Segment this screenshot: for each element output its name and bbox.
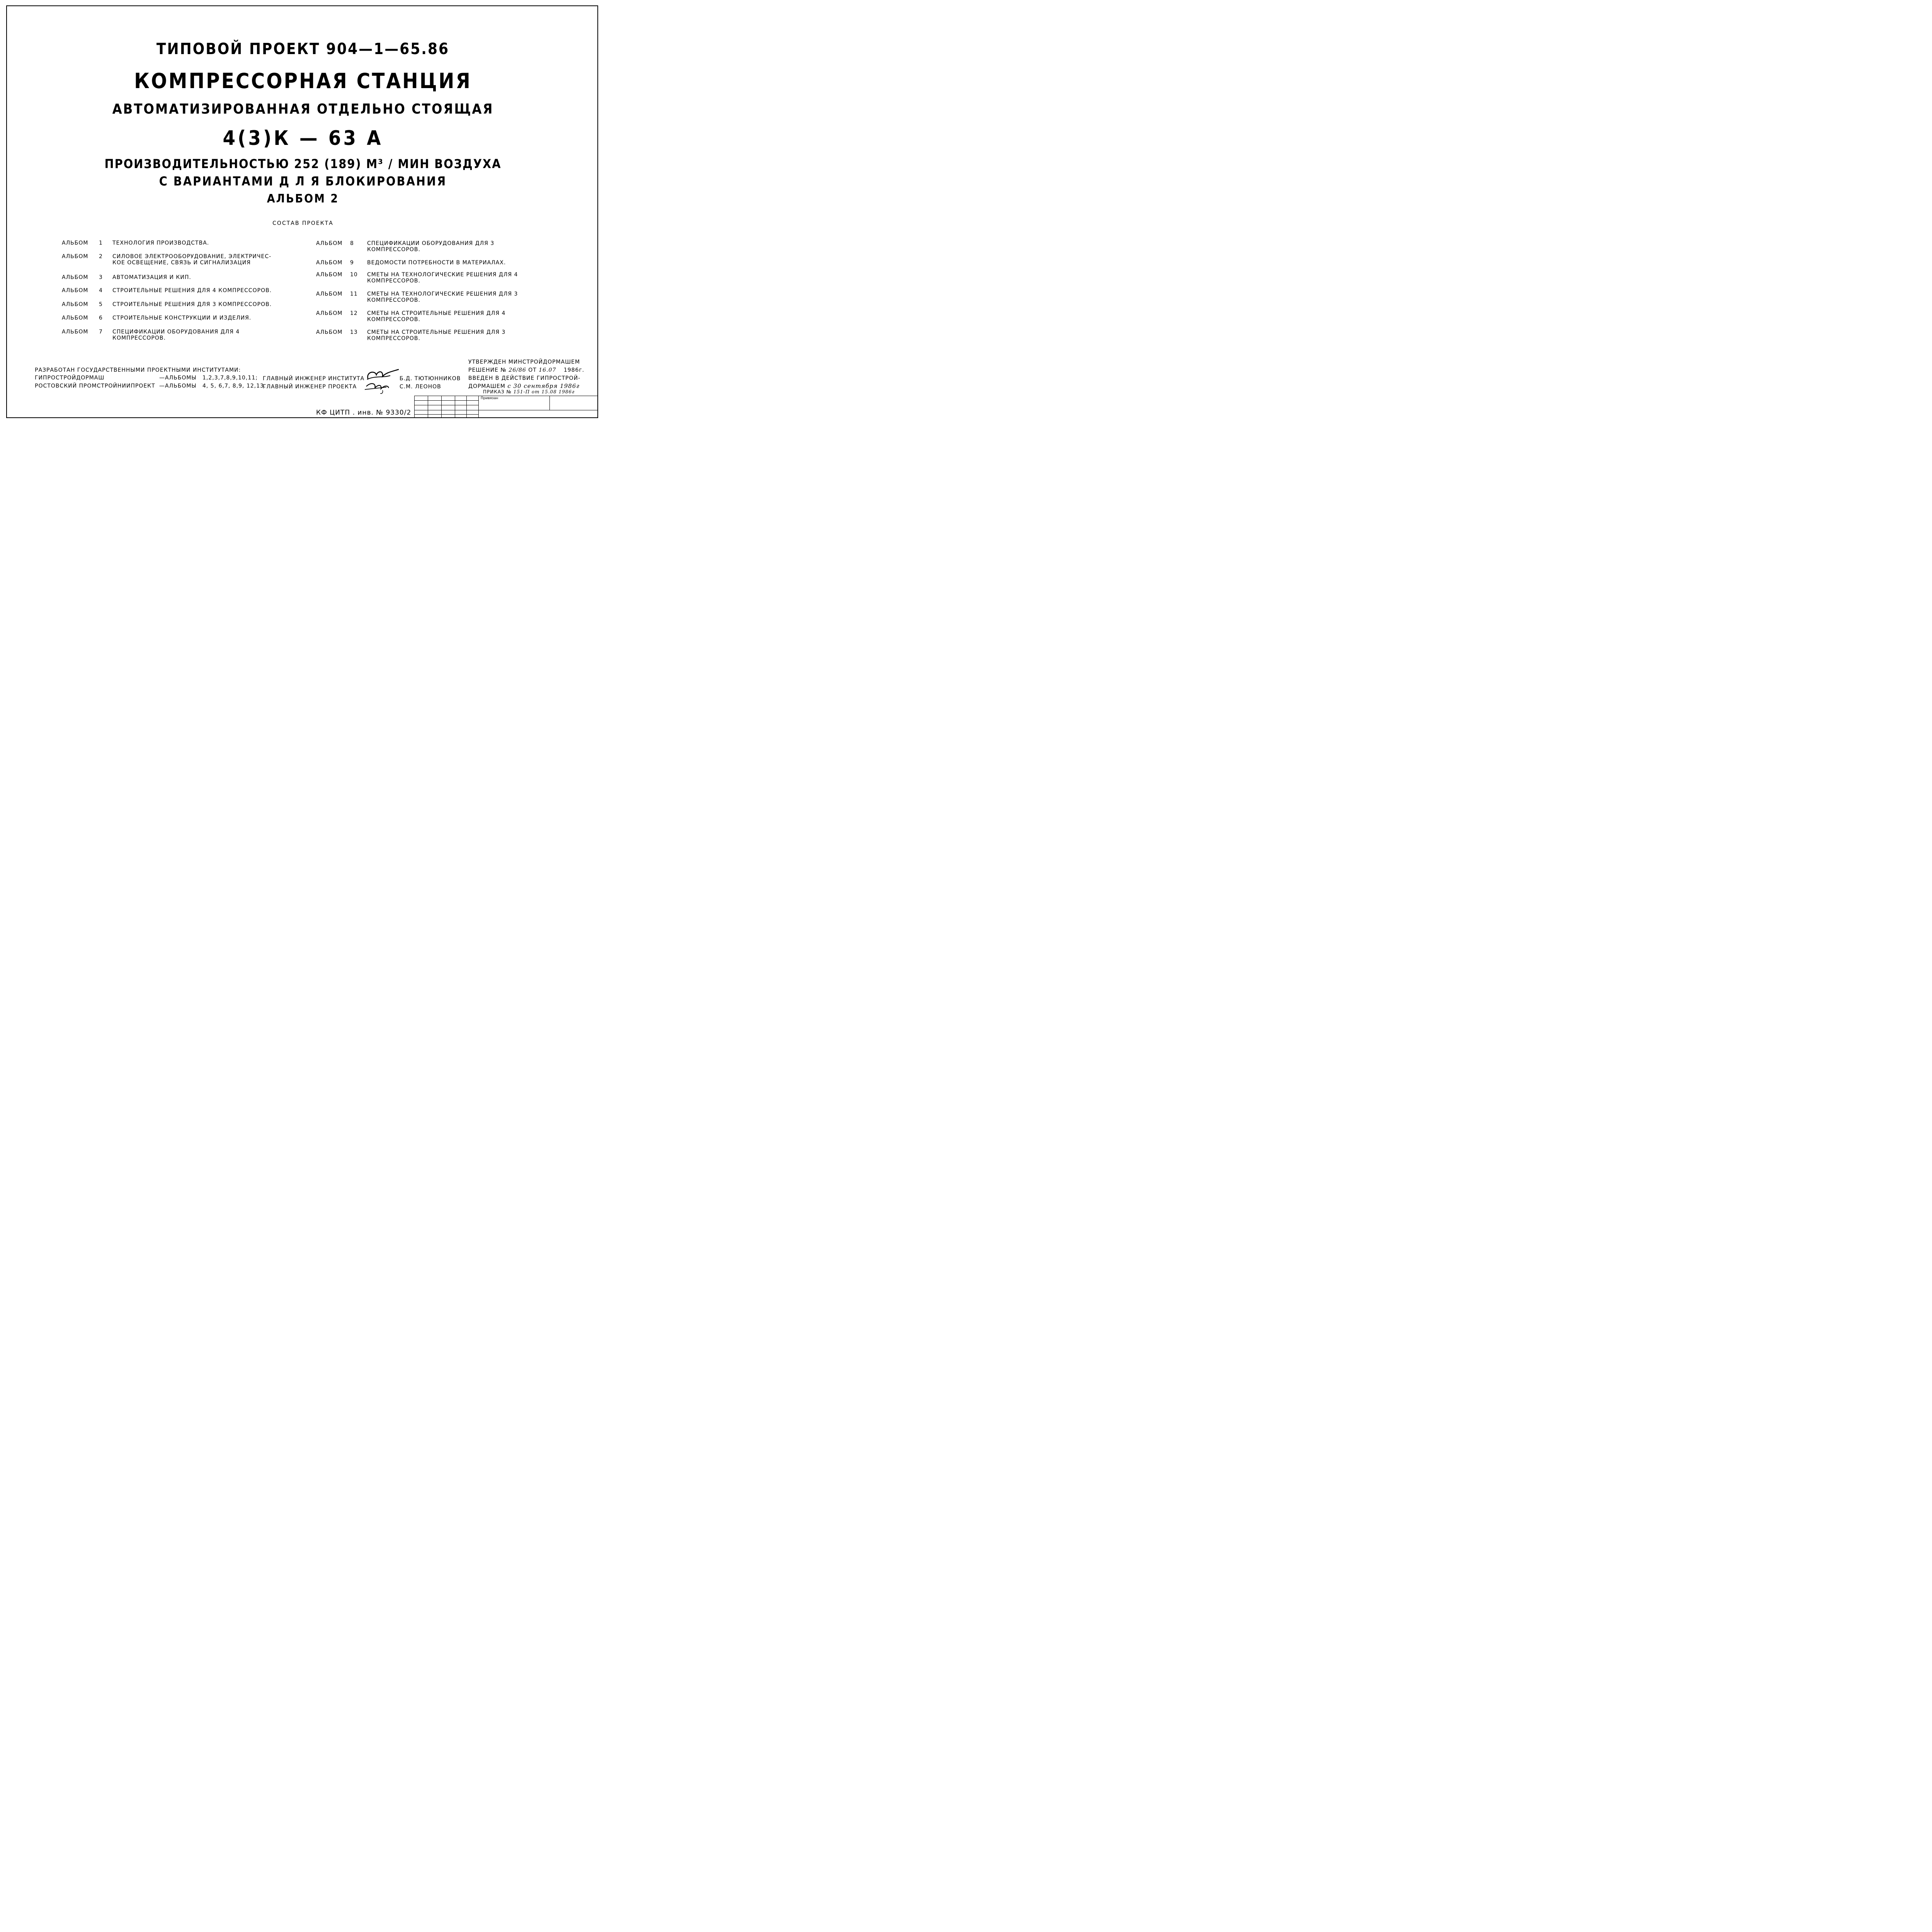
- album-number: 6: [99, 315, 103, 321]
- order-label: ПРИКАЗ №: [483, 389, 512, 395]
- approval-line-2: [468, 367, 584, 374]
- album-title: АЛЬБОМ 2: [267, 192, 339, 206]
- enacted-date: с 30 сентября 1986г: [507, 383, 580, 389]
- binding-label: Привязан: [481, 396, 498, 400]
- album-label: АЛЬБОМ: [316, 310, 343, 316]
- binding-stamp-table: [414, 396, 598, 418]
- album-number: 11: [350, 291, 358, 297]
- album-label: АЛЬБОМ: [62, 301, 88, 308]
- album-description: АВТОМАТИЗАЦИЯ И КИП.: [112, 274, 191, 281]
- drawing-frame: [6, 5, 598, 418]
- institute-1-albums-label: —АЛЬБОМЫ: [159, 375, 197, 381]
- station-title: КОМПРЕССОРНАЯ СТАНЦИЯ: [134, 69, 472, 93]
- album-description: СПЕЦИФИКАЦИИ ОБОРУДОВАНИЯ ДЛЯ 4 КОМПРЕССОРОВ.: [112, 329, 240, 341]
- institute-1-name: ГИПРОСТРОЙДОРМАШ: [35, 375, 105, 381]
- album-number: 4: [99, 287, 103, 294]
- album-number: 8: [350, 240, 354, 247]
- album-number: 1: [99, 240, 103, 246]
- variants-line: С ВАРИАНТАМИ Д Л Я БЛОКИРОВАНИЯ: [159, 174, 447, 189]
- chief-engineer-project-name: С.М. ЛЕОНОВ: [400, 384, 441, 390]
- album-description: СМЕТЫ НА ТЕХНОЛОГИЧЕСКИЕ РЕШЕНИЯ ДЛЯ 4 КОМПРЕССОРОВ.: [367, 272, 518, 284]
- institute-1-albums: 1,2,3,7,8,9,10,11;: [202, 375, 258, 381]
- developers-heading: РАЗРАБОТАН ГОСУДАРСТВЕННЫМИ ПРОЕКТНЫМИ ИНСТИТУТАМИ:: [35, 367, 241, 373]
- album-label: АЛЬБОМ: [62, 253, 88, 260]
- album-description: ВЕДОМОСТИ ПОТРЕБНОСТИ В МАТЕРИАЛАХ.: [367, 260, 506, 266]
- chief-engineer-project-role: ГЛАВНЫЙ ИНЖЕНЕР ПРОЕКТА: [263, 384, 357, 390]
- decision-number: 26/86: [509, 367, 526, 373]
- decision-label: РЕШЕНИЕ №: [468, 367, 507, 373]
- album-label: АЛЬБОМ: [316, 329, 343, 335]
- album-number: 9: [350, 260, 354, 266]
- album-number: 5: [99, 301, 103, 308]
- album-description: СПЕЦИФИКАЦИИ ОБОРУДОВАНИЯ ДЛЯ 3 КОМПРЕССОРОВ.: [367, 240, 495, 253]
- album-number: 10: [350, 272, 358, 278]
- album-label: АЛЬБОМ: [62, 240, 88, 246]
- approval-line-1: УТВЕРЖДЕН МИНСТРОЙДОРМАШЕМ: [468, 359, 580, 365]
- album-description: ТЕХНОЛОГИЯ ПРОИЗВОДСТВА.: [112, 240, 209, 246]
- album-label: АЛЬБОМ: [316, 240, 343, 247]
- decision-date: 16.07: [539, 367, 556, 373]
- approval-line-5: [483, 389, 575, 395]
- composition-heading: СОСТАВ ПРОЕКТА: [272, 220, 333, 226]
- album-number: 3: [99, 274, 103, 281]
- order-value: 151-П от 15.08 1986г: [513, 389, 575, 395]
- decision-year: 1986г.: [563, 367, 585, 373]
- inventory-number: КФ ЦИТП . инв. № 9330/2: [316, 409, 412, 417]
- institute-2-albums: 4, 5, 6,7, 8,9, 12,13.: [202, 383, 266, 389]
- approval-line-3: ВВЕДЕН В ДЕЙСТВИЕ ГИПРОСТРОЙ-: [468, 375, 581, 381]
- album-description: СИЛОВОЕ ЭЛЕКТРООБОРУДОВАНИЕ, ЭЛЕКТРИЧЕС- КОЕ ОСВЕЩЕНИЕ, СВЯЗЬ И СИГНАЛИЗАЦИЯ: [112, 253, 272, 266]
- album-label: АЛЬБОМ: [316, 272, 343, 278]
- album-label: АЛЬБОМ: [62, 287, 88, 294]
- album-number: 7: [99, 329, 103, 335]
- album-label: АЛЬБОМ: [62, 315, 88, 321]
- album-description: СТРОИТЕЛЬНЫЕ КОНСТРУКЦИИ И ИЗДЕЛИЯ.: [112, 315, 252, 321]
- album-label: АЛЬБОМ: [316, 260, 343, 266]
- enacted-label: ДОРМАШЕМ: [468, 383, 505, 389]
- album-description: СМЕТЫ НА ТЕХНОЛОГИЧЕСКИЕ РЕШЕНИЯ ДЛЯ 3 КОМПРЕССОРОВ.: [367, 291, 518, 303]
- signatures-image: [363, 368, 400, 395]
- chief-engineer-institute-name: Б.Д. ТЮТЮННИКОВ: [400, 376, 461, 382]
- album-number: 13: [350, 329, 358, 335]
- decision-from: ОТ: [528, 367, 537, 373]
- album-label: АЛЬБОМ: [62, 274, 88, 281]
- album-label: АЛЬБОМ: [316, 291, 343, 297]
- project-number-title: ТИПОВОЙ ПРОЕКТ 904—1—65.86: [156, 40, 450, 58]
- album-number: 12: [350, 310, 358, 316]
- album-label: АЛЬБОМ: [62, 329, 88, 335]
- album-description: СМЕТЫ НА СТРОИТЕЛЬНЫЕ РЕШЕНИЯ ДЛЯ 4 КОМПРЕССОРОВ.: [367, 310, 506, 323]
- album-number: 2: [99, 253, 103, 260]
- institute-2-albums-label: —АЛЬБОМЫ: [159, 383, 197, 389]
- album-description: СТРОИТЕЛЬНЫЕ РЕШЕНИЯ ДЛЯ 4 КОМПРЕССОРОВ.: [112, 287, 272, 294]
- station-model: 4(3)К — 63 А: [223, 127, 383, 150]
- album-description: СМЕТЫ НА СТРОИТЕЛЬНЫЕ РЕШЕНИЯ ДЛЯ 3 КОМПРЕССОРОВ.: [367, 329, 506, 342]
- institute-2-name: РОСТОВСКИЙ ПРОМСТРОЙНИИПРОЕКТ: [35, 383, 155, 389]
- capacity-line: ПРОИЗВОДИТЕЛЬНОСТЬЮ 252 (189) М³ / МИН ВОЗДУХА: [104, 156, 502, 171]
- station-subtitle: АВТОМАТИЗИРОВАННАЯ ОТДЕЛЬНО СТОЯЩАЯ: [112, 101, 494, 117]
- chief-engineer-institute-role: ГЛАВНЫЙ ИНЖЕНЕР ИНСТИТУТА: [263, 376, 365, 382]
- album-description: СТРОИТЕЛЬНЫЕ РЕШЕНИЯ ДЛЯ 3 КОМПРЕССОРОВ.: [112, 301, 272, 308]
